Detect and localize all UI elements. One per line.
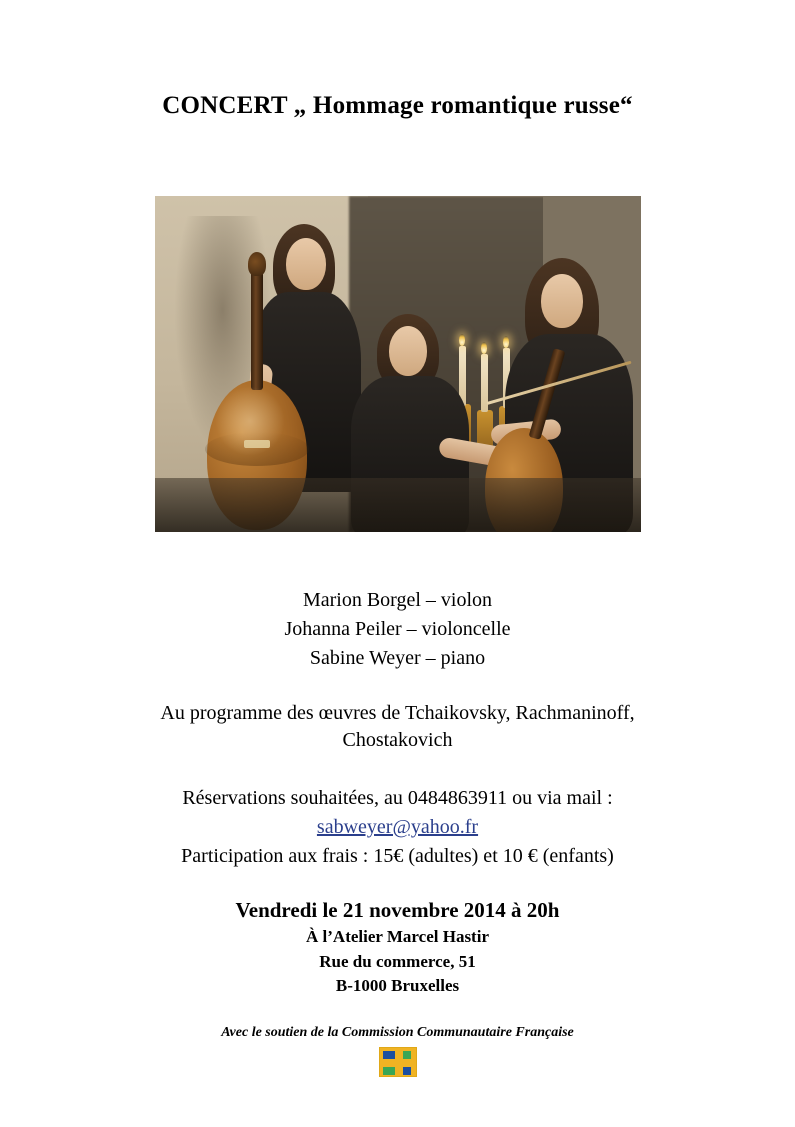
support-text: Avec le soutien de la Commission Communautaire Française: [221, 1025, 574, 1041]
performer-cello: Johanna Peiler – violoncelle: [284, 617, 511, 640]
venue-name: À l’Atelier Marcel Hastir: [306, 927, 489, 947]
candle-flame-3: [503, 336, 509, 348]
cello-neck: [251, 270, 263, 390]
cello-highlight: [215, 386, 285, 456]
performer-violin: Marion Borgel – violon: [302, 588, 493, 611]
musician-left-head: [286, 238, 326, 290]
reservation-phone-line: Réservations souhaitées, au 0484863911 ou via mail :: [182, 786, 613, 809]
venue-street: Rue du commerce, 51: [319, 951, 476, 971]
program-text: [0, 700, 795, 754]
reservation-email-line: [0, 813, 795, 842]
logo-cross-horizontal: [382, 1059, 416, 1067]
event-date: Vendredi le 21 novembre 2014 à 20h: [235, 897, 560, 922]
cello-scroll: [248, 252, 266, 276]
cocof-logo: [379, 1047, 417, 1077]
venue-block: [0, 895, 795, 999]
photo-floor: [155, 478, 641, 532]
candle-flame-2: [481, 342, 487, 354]
program-line-1: Au programme des œuvres de Tchaikovsky, Rachmaninoff,: [160, 701, 635, 724]
venue-city: B-1000 Bruxelles: [335, 976, 460, 996]
program-line-2: Chostakovich: [342, 728, 453, 751]
photo-container: [0, 196, 795, 532]
logo-container: [0, 1047, 795, 1077]
page-title: CONCERT „ Hommage romantique russe“: [162, 92, 633, 119]
email-link[interactable]: sabweyer@yahoo.fr: [316, 815, 479, 838]
participation-fee-line: Participation aux frais : 15€ (adultes) et 10 € (enfants): [181, 844, 614, 867]
candle-flame-1: [459, 334, 465, 346]
performers-list: [0, 586, 795, 674]
musician-center-head: [389, 326, 427, 376]
musician-right-head: [541, 274, 583, 328]
three-musicians-photo: [155, 196, 641, 532]
reservations-block: [0, 784, 795, 871]
performer-piano: Sabine Weyer – piano: [309, 647, 486, 670]
